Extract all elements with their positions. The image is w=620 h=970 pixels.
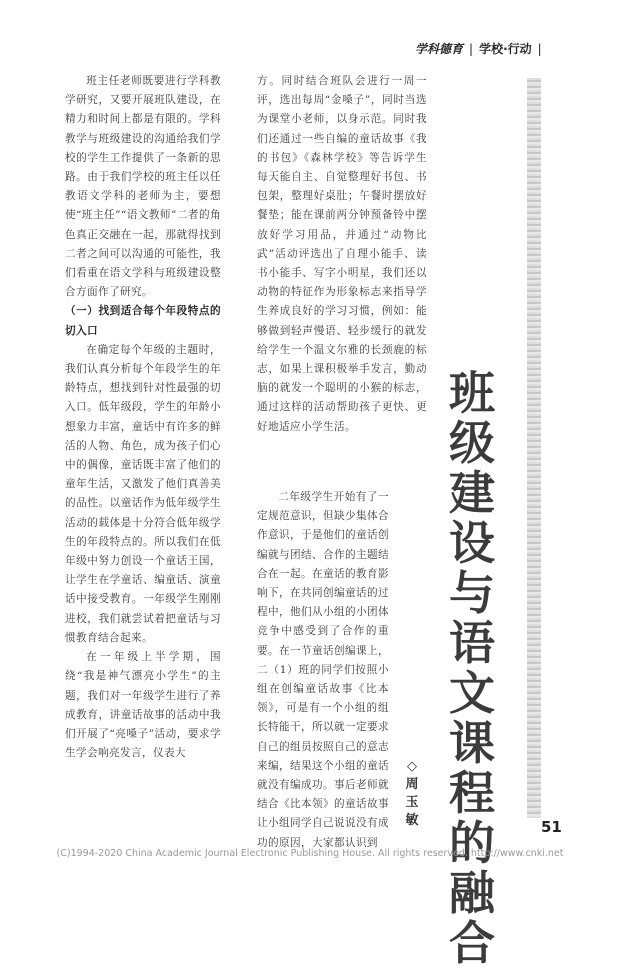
header-separator: | bbox=[469, 42, 474, 56]
header-separator-end: | bbox=[537, 42, 542, 56]
author-byline: ◇ 周 玉 敏 bbox=[405, 759, 419, 828]
header-column: 学校·行动 bbox=[479, 42, 532, 56]
paragraph: 方。同时结合班队会进行一周一评，选出每周“金嗓子”，同时当选为课堂小老师，以身示范。同时我们还通过一些自编的童话故事《我的书包》《森林学校》等告诉学生每天能自主、自觉整理好书包、书包架，整理好桌肚；午餐时摆放好餐垫；能在课前两分钟预备铃中摆放好学习用品，并通过“动物比武”活动评选出了自理小能手、读书小能手、写字小明星，我们还以动物的特征作为形象标志来指导学生养成良好的学习习惯，例如：能够做到轻声慢语、轻步缓行的就发给学生一个温文尔雅的长颈鹿的标志，如果上课积极举手发言，勤动脑的就发一个聪明的小猴的标志，通过这样的活动帮助孩子更快、更好地适应小学生活。 bbox=[257, 75, 427, 433]
header-section: 学科德育 bbox=[415, 42, 464, 56]
page-number: 51 bbox=[541, 818, 562, 836]
paragraph: 二年级学生开始有了一定规范意识，但缺少集体合作意识，于是他们的童话创编就与团结、合作的主题结合在一起。在童话的教育影响下，在共同创编童话的过程中，他们从小组的小团体竞争中感受到了合作的重要。在一节童话创编课上，二（1）班的同学们按照小组在创编童话故事《比本领》，可是有一个小组的组长特能干，所以就一定要求自己的组员按照自己的意志来编，结果这个小组的童话就没有编成功。事后老师就结合《比本领》的童话故事让小组同学自己说说没有成功的原因，大家都认识到 bbox=[257, 491, 389, 849]
copyright-footer: (C)1994-2020 China Academic Journal Electronic Publishing House. All rights reserved. http://www.cnki.net bbox=[56, 848, 564, 859]
text-column-right-top bbox=[257, 72, 427, 437]
running-header bbox=[415, 40, 575, 62]
text-column-left bbox=[65, 72, 221, 763]
text-column-right-bottom bbox=[257, 488, 389, 853]
article-title: 班 级 建 设 与 语 文 课 程 的 融 合 bbox=[449, 366, 495, 970]
decorative-vertical-band bbox=[527, 78, 541, 818]
section-heading: （一）找到适合每个年段特点的切入口 bbox=[65, 305, 221, 337]
paragraph: 在一年级上半学期，围绕“我是神气漂亮小学生”的主题，我们对一年级学生进行了养成教育，讲童话故事的活动中我们开展了“亮嗓子”活动，要求学生学会响亮发言，仪表大 bbox=[65, 651, 221, 760]
paragraph: 班主任老师既要进行学科教学研究，又要开展班队建设，在精力和时间上都是有限的。学科教学与班级建设的沟通给我们学校的学生工作提供了一条新的思路。由于我们学校的班主任以任教语文学科的老师为主，要想使“班主任”“语文教师”二者的角色真正交融在一起，那就得找到二者之间可以沟通的可能性，我们看重在语文学科与班级建设整合方面作了研究。 bbox=[65, 75, 221, 299]
paragraph: 在确定每个年级的主题时，我们认真分析每个年段学生的年龄特点，想找到针对性最强的切入口。低年级段，学生的年龄小想象力丰富，童话中有许多的鲜活的人物、角色，成为孩子们心中的偶像，童话既丰富了他们的童年生活，又激发了他们真善美的品性。以童话作为低年级学生活动的载体是十分符合低年级学生的年段特点的。所以我们在低年级中努力创设一个童话王国，让学生在学童话、编童话、演童话中接受教育。一年级学生刚刚进校，我们就尝试着把童话与习惯教育结合起来。 bbox=[65, 343, 221, 644]
